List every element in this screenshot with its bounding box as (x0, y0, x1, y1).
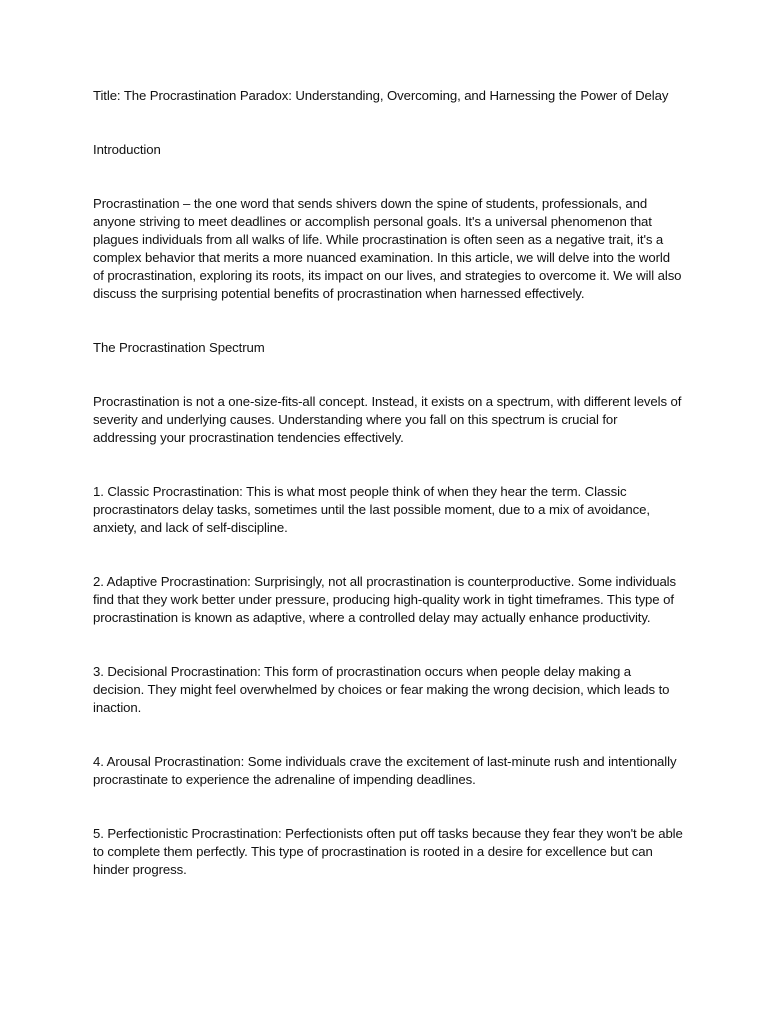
spectrum-paragraph: Procrastination is not a one-size-fits-all concept. Instead, it exists on a spectrum, with different levels of severity and underlying causes. Understanding where you fall on this spectrum is crucial for addressing your procrastination tendencies effectively. (93, 394, 682, 445)
introduction-paragraph: Procrastination – the one word that sends shivers down the spine of students, professionals, and anyone striving to meet deadlines or accomplish personal goals. It's a universal phenomenon that plagues individuals from all walks of life. While procrastination is often seen as a negative trait, it's a complex behavior that merits a more nuanced examination. In this article, we will delve into the world of procrastination, exploring its roots, its impact on our lives, and strategies to overcome it. We will also discuss the surprising potential benefits of procrastination when harnessed effectively. (93, 196, 682, 301)
introduction-heading: Introduction (93, 142, 161, 157)
list-item: 5. Perfectionistic Procrastination: Perfectionists often put off tasks because they fear they won't be able to complete them perfectly. This type of procrastination is rooted in a desire for excellence but can hinder progress. (93, 826, 683, 877)
list-item: 3. Decisional Procrastination: This form of procrastination occurs when people delay making a decision. They might feel overwhelmed by choices or fear making the wrong decision, which leads to inaction. (93, 664, 670, 715)
list-item: 1. Classic Procrastination: This is what most people think of when they hear the term. Classic procrastinators delay tasks, sometimes until the last possible moment, due to a mix of avoidance, anxiety, and lack of self-discipline. (93, 484, 650, 535)
document-page (93, 87, 683, 915)
list-item: 4. Arousal Procrastination: Some individuals crave the excitement of last-minute rush and intentionally procrastinate to experience the adrenaline of impending deadlines. (93, 754, 677, 787)
spectrum-heading: The Procrastination Spectrum (93, 340, 265, 355)
list-item: 2. Adaptive Procrastination: Surprisingly, not all procrastination is counterproductive. Some individuals find that they work better under pressure, producing high-quality work in tight timeframes. This type of procrastination is known as adaptive, where a controlled delay may actually enhance productivity. (93, 574, 677, 625)
document-title: Title: The Procrastination Paradox: Understanding, Overcoming, and Harnessing the Power of Delay (93, 88, 669, 103)
